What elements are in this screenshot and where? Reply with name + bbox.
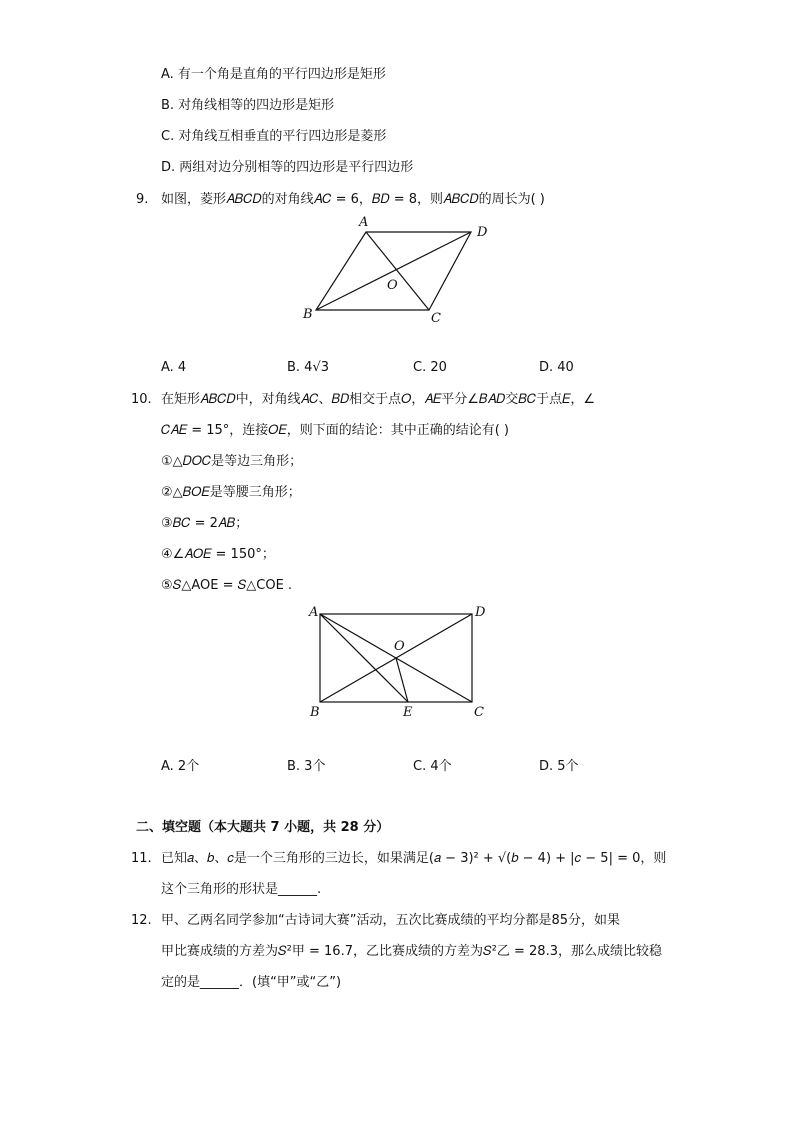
label-d: D — [475, 605, 486, 620]
q12-number: 12. — [131, 913, 152, 928]
q12-question-line2: 甲比赛成绩的方差为𝑆²甲 = 16.7，乙比赛成绩的方差为𝑆²乙 = 28.3，那么成绩比较稳 — [161, 944, 662, 959]
q10-option-a: A. 2个 — [161, 759, 200, 774]
label-o: O — [394, 639, 405, 654]
segment-ae — [320, 614, 408, 702]
q9-rhombus-figure — [295, 210, 505, 330]
q10-statement-1: ①△𝐷𝑂𝐶是等边三角形； — [161, 454, 303, 469]
q10-option-b: B. 3个 — [287, 759, 326, 774]
q8-option-d: D. 两组对边分别相等的四边形是平行四边形 — [161, 160, 414, 175]
q9-option-a: A. 4 — [161, 360, 187, 375]
diagonal-ac — [366, 232, 429, 310]
q9-option-b: B. 4√3 — [287, 360, 330, 375]
q10-rectangle-figure — [300, 600, 500, 725]
q9-question: 如图，菱形𝐴𝐵𝐶𝐷的对角线𝐴𝐶 = 6，𝐵𝐷 = 8，则𝐴𝐵𝐶𝐷的周长为( ) — [161, 192, 545, 207]
q10-number: 10. — [131, 392, 152, 407]
q8-option-c: C. 对角线互相垂直的平行四边形是菱形 — [161, 129, 387, 144]
q10-statement-3: ③𝐵𝐶 = 2𝐴𝐵； — [161, 516, 249, 531]
q9-option-c: C. 20 — [413, 360, 447, 375]
q8-option-b: B. 对角线相等的四边形是矩形 — [161, 98, 335, 113]
label-d: D — [477, 225, 488, 240]
q11-number: 11. — [131, 851, 152, 866]
q12-question-line3: 定的是______．(填“甲”或“乙”) — [161, 975, 342, 990]
q9-option-d: D. 40 — [539, 360, 574, 375]
q10-statement-4: ④∠𝐴𝑂𝐸 = 150°； — [161, 547, 275, 562]
label-c: C — [431, 311, 441, 326]
q12-question-line1: 甲、乙两名同学参加“古诗词大赛”活动，五次比赛成绩的平均分都是85分，如果 — [161, 913, 621, 928]
q10-statement-5: ⑤𝑆△AOE = 𝑆△COE . — [161, 578, 293, 593]
q10-question-line2: 𝐶𝐴𝐸 = 15°，连接𝑂𝐸，则下面的结论：其中正确的结论有( ) — [161, 423, 510, 438]
label-a: A — [359, 215, 369, 230]
q8-option-a: A. 有一个角是直角的平行四边形是矩形 — [161, 67, 386, 82]
q9-number: 9. — [136, 192, 149, 207]
label-b: B — [303, 307, 313, 322]
q10-statement-2: ②△𝐵𝑂𝐸是等腰三角形； — [161, 485, 301, 500]
q10-question-line1: 在矩形𝐴𝐵𝐶𝐷中，对角线𝐴𝐶、𝐵𝐷相交于点𝑂，𝐴𝐸平分∠𝐵𝐴𝐷交𝐵𝐶于点𝐸，∠ — [161, 392, 595, 407]
label-o: O — [387, 278, 398, 293]
label-c: C — [474, 705, 484, 720]
q10-option-c: C. 4个 — [413, 759, 452, 774]
label-e: E — [403, 705, 413, 720]
q11-question-line1: 已知𝑎、𝑏、𝑐是一个三角形的三边长，如果满足(𝑎 − 3)² + √(𝑏 − 4) + |𝑐 − 5| = 0，则 — [161, 851, 667, 866]
label-a: A — [309, 605, 319, 620]
label-b: B — [310, 705, 320, 720]
q11-question-line2: 这个三角形的形状是______. — [161, 882, 322, 897]
section-heading: 二、填空题（本大题共 7 小题，共 28 分） — [136, 820, 390, 835]
diagonal-bd — [316, 232, 471, 310]
q10-option-d: D. 5个 — [539, 759, 579, 774]
